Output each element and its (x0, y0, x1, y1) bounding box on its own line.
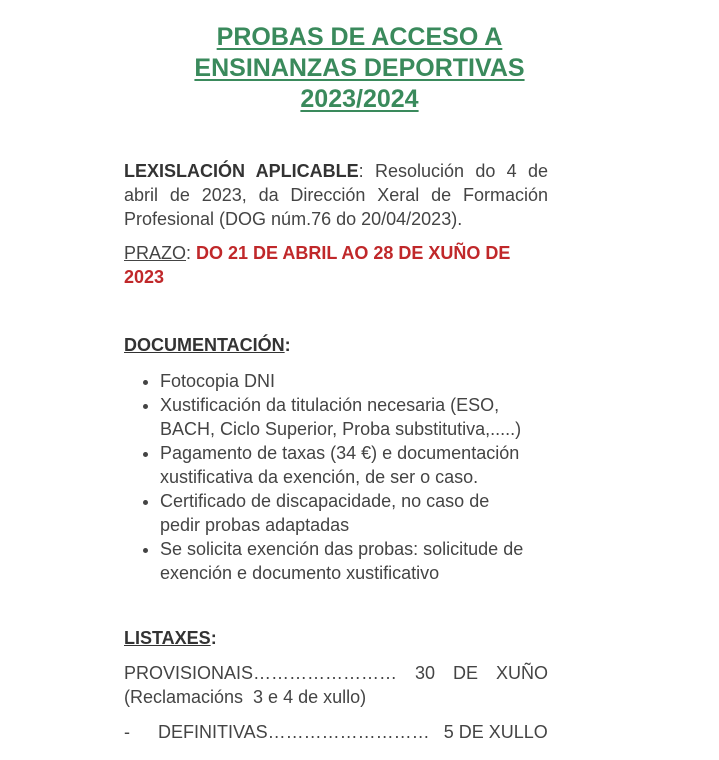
dash: - (124, 722, 130, 742)
legislation-text: : Resolución do 4 de abril de 2023, da Dirección Xeral de Formación Profesional (DOG núm.76 do 20/04/2023). (124, 161, 549, 229)
title-line: PROBAS DE ACCESO A (216, 23, 503, 51)
lists-colon: : (210, 628, 217, 648)
provisional-label: PROVISIONAIS…………………… (124, 663, 398, 683)
list-item: • Se solicita exención das probas: solicitude de exención e documento xustificativo (160, 537, 524, 585)
list-item: • Pagamento de taxas (34 €) e documentación xustificativa da exención, de ser o caso. (160, 441, 524, 489)
definitive-label: DEFINITIVAS……………………… (158, 722, 430, 742)
legislation-paragraph (124, 159, 548, 231)
title-line: 2023/2024 (300, 85, 419, 113)
list-item: • Certificado de discapacidade, no caso de pedir probas adaptadas (160, 489, 524, 537)
lists-label: LISTAXES (124, 628, 211, 648)
list-item: • Fotocopia DNI (160, 369, 524, 393)
provisional-day: 30 (415, 663, 436, 683)
provisional-month: XUÑO (495, 663, 548, 683)
provisional-de: DE (452, 663, 478, 683)
title-line: ENSINANZAS DEPORTIVAS (194, 54, 525, 82)
definitive-date: 5 DE XULLO (443, 722, 548, 742)
documentation-label: DOCUMENTACIÓN (124, 335, 285, 355)
definitive-lists (124, 720, 548, 744)
claims-note: (Reclamacións 3 e 4 de xullo) (124, 687, 367, 707)
legislation-label: LEXISLACIÓN APLICABLE (124, 161, 359, 181)
deadline-label: PRAZO (124, 243, 187, 263)
provisional-lists (124, 661, 548, 709)
deadline-value: DO 21 DE ABRIL AO 28 DE XUÑO DE 2023 (124, 243, 511, 287)
documentation-heading (124, 333, 548, 357)
lists-heading (124, 626, 548, 650)
documentation-list (124, 369, 524, 585)
list-item: • Xustificación da titulación necesaria (ESO, BACH, Ciclo Superior, Proba substitutiva,.....) (160, 393, 524, 441)
page-title (0, 22, 719, 115)
deadline-paragraph (124, 241, 548, 289)
deadline-separator: : (186, 243, 197, 263)
documentation-colon: : (284, 335, 291, 355)
